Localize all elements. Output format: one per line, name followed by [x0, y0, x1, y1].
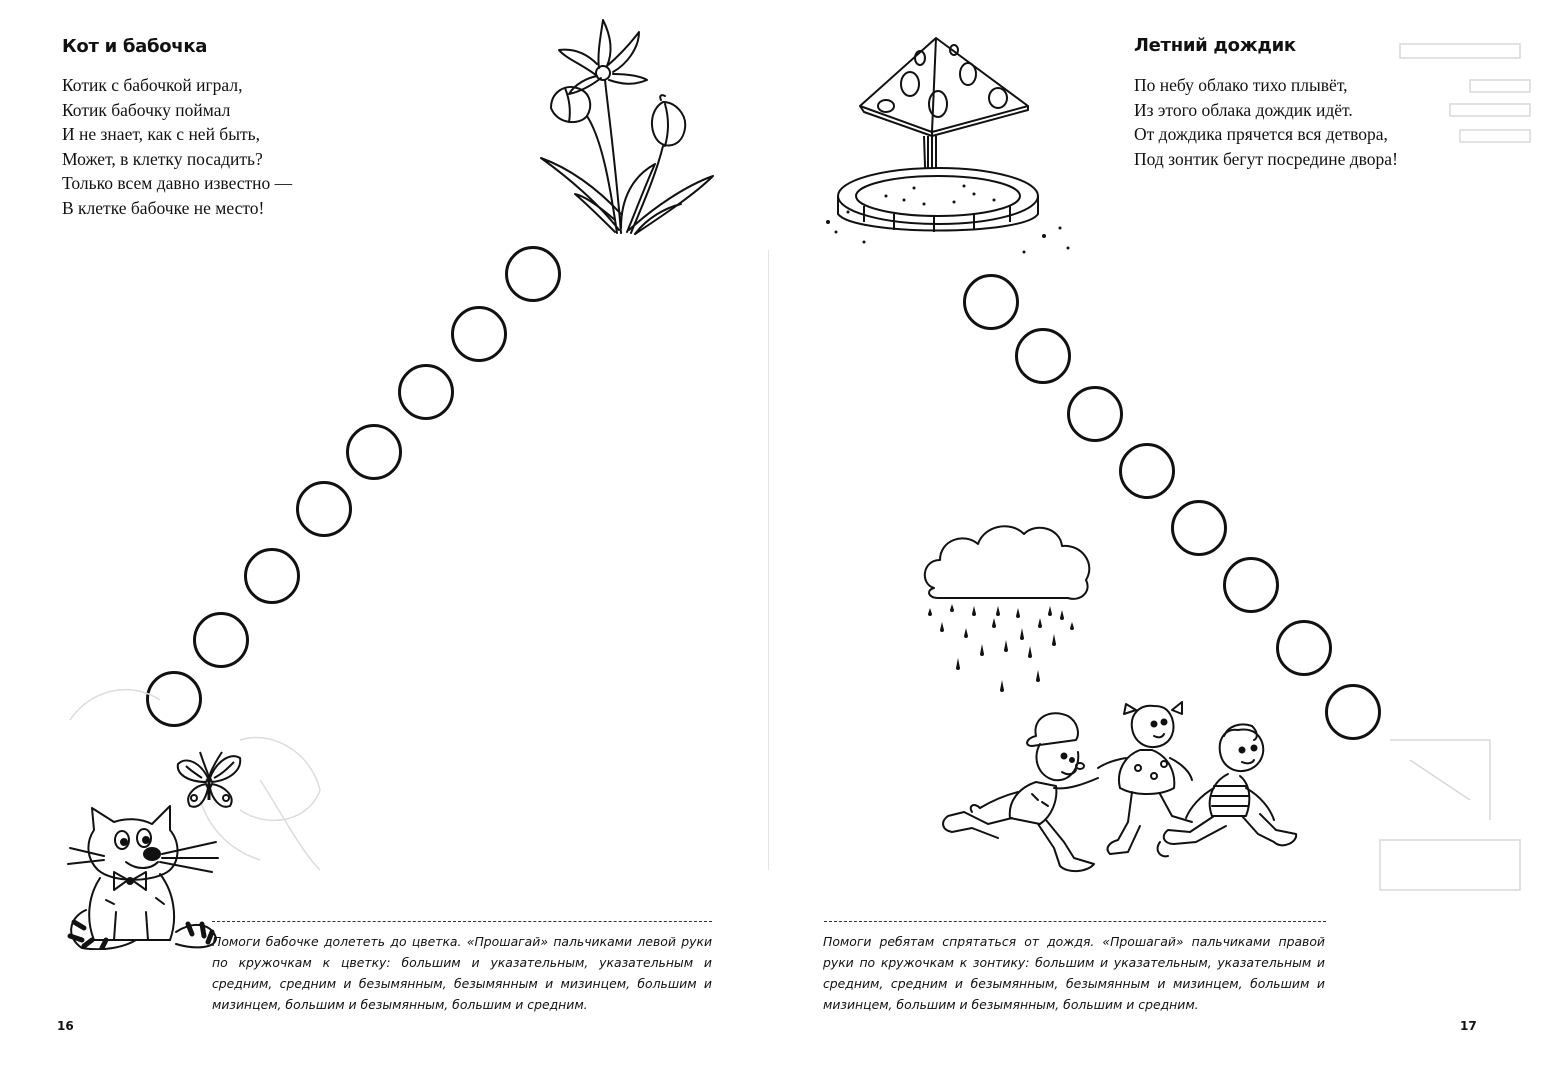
poem-line: Только всем давно известно —	[62, 173, 293, 193]
path-circle-8[interactable]	[505, 246, 561, 302]
left-page	[0, 0, 770, 1080]
running-children-illustration	[928, 692, 1312, 882]
right-poem	[1134, 73, 1398, 171]
cut-line	[824, 921, 1326, 922]
poem-line: От дождика прячется вся детвора,	[1134, 124, 1388, 144]
cat-illustration	[66, 800, 226, 950]
path-circle-2[interactable]	[1015, 328, 1071, 384]
poem-line: И не знает, как с ней быть,	[62, 124, 260, 144]
poem-line: Из этого облака дождик идёт.	[1134, 99, 1353, 120]
poem-line: В клетке бабочке не место!	[62, 197, 265, 218]
path-circle-1[interactable]	[963, 274, 1019, 330]
poem-line: Под зонтик бегут посредине двора!	[1134, 148, 1398, 169]
path-circle-4[interactable]	[1119, 443, 1175, 499]
left-instruction: Помоги бабочке долететь до цветка. «Прошагай» пальчиками левой руки по кружочкам к цветку: большим и указательным, указательным и средним, средним и безымянным, безымянным и мизинцем, большим и мизинцем, большим и безымянным, большим и средним.	[212, 934, 712, 1012]
poem-line: По небу облако тихо плывёт,	[1134, 75, 1348, 95]
path-circle-3[interactable]	[244, 548, 300, 604]
right-instruction: Помоги ребятам спрятаться от дождя. «Прошагай» пальчиками правой руки по кружочкам к зонтику: большим и указательным, указательным и средним, средним и безымянным, безымянным и мизинцем, большим и мизинцем, большим и безымянным, большим и средним.	[823, 934, 1325, 1012]
rain-cloud-illustration	[920, 518, 1100, 704]
poem-line: Может, в клетку посадить?	[62, 148, 263, 169]
path-circle-6[interactable]	[1223, 557, 1279, 613]
poem-line: Котик с бабочкой играл,	[62, 75, 243, 95]
path-circle-5[interactable]	[346, 424, 402, 480]
show-through-ghost-right	[1370, 40, 1541, 900]
poem-line: Котик бабочку поймал	[62, 99, 231, 120]
path-circle-7[interactable]	[451, 306, 507, 362]
cut-line	[212, 921, 712, 922]
left-poem	[62, 73, 292, 220]
path-circle-4[interactable]	[296, 481, 352, 537]
page-number: 16	[57, 1019, 74, 1033]
path-circle-5[interactable]	[1171, 500, 1227, 556]
page-number: 17	[1460, 1019, 1477, 1033]
path-circle-3[interactable]	[1067, 386, 1123, 442]
path-circle-6[interactable]	[398, 364, 454, 420]
right-page	[770, 0, 1541, 1080]
left-page-title: Кот и бабочка	[62, 36, 208, 57]
flower-illustration	[535, 18, 720, 243]
path-circle-7[interactable]	[1276, 620, 1332, 676]
path-circle-8[interactable]	[1325, 684, 1381, 740]
right-page-title: Летний дождик	[1134, 35, 1296, 56]
sandbox-umbrella-illustration	[824, 36, 1086, 260]
